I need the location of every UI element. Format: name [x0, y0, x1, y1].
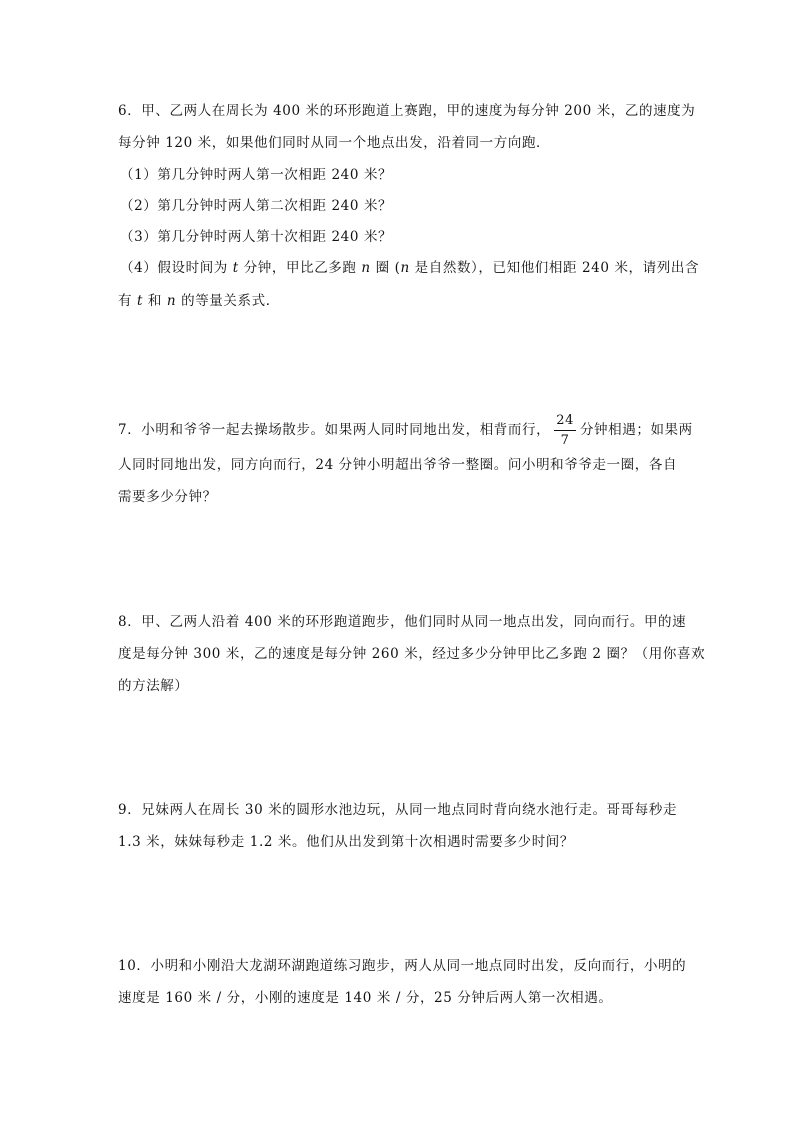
- variable-n: n: [400, 260, 410, 276]
- q9-line-1: 9．兄妹两人在周长 30 米的圆形水池边玩，从同一地点同时背向绕水池行走。哥哥每秒走: [118, 802, 678, 818]
- q6-sub4-text-c: 圈 (: [370, 260, 401, 276]
- q6-last-text-b: 和: [143, 293, 167, 309]
- q10-line-1: 10．小明和小刚沿大龙湖环湖跑道练习跑步，两人从同一地点同时出发，反向而行，小明的: [118, 958, 687, 974]
- q6-sub-1: （1）第几分钟时两人第一次相距 240 米？: [120, 167, 393, 183]
- q6-line-2: 每分钟 120 米，如果他们同时从同一个地点出发，沿着同一方向跑．: [118, 135, 551, 151]
- q6-last-text-c: 的等量关系式．: [176, 293, 280, 309]
- q7-text-a: 7．小明和爷爷一起去操场散步。如果两人同时同地出发，相背而行，: [118, 422, 551, 438]
- fraction-denominator: 7: [560, 432, 570, 448]
- q6-sub4-text-b: 分钟，甲比乙多跑: [238, 260, 362, 276]
- q6-sub-4: [120, 258, 700, 278]
- q10-line-2: 速度是 160 米 / 分，小刚的速度是 140 米 / 分，25 分钟后两人第一次相遇。: [118, 990, 613, 1006]
- variable-n: n: [361, 260, 371, 276]
- q6-sub4-text-d: 是自然数），已知他们相距 240 米，请列出含: [409, 260, 700, 276]
- q6-sub4-text-a: （4）假设时间为: [120, 260, 233, 276]
- q6-sub-2: （2）第几分钟时两人第二次相距 240 米？: [120, 198, 393, 214]
- variable-t: t: [137, 293, 144, 309]
- fraction-numerator: 24: [554, 413, 576, 431]
- variable-t: t: [232, 260, 239, 276]
- fraction-24-over-7: [554, 413, 576, 449]
- q8-line-1: 8．甲、乙两人沿着 400 米的环形跑道跑步，他们同时从同一地点出发，同向而行。甲的速: [118, 614, 687, 630]
- q8-line-3: 的方法解）: [118, 678, 189, 694]
- q6-line-last: [118, 291, 678, 311]
- q7-line-3: 需要多少分钟？: [118, 489, 217, 505]
- q7-line-2: 人同时同地出发，同方向而行，24 分钟小明超出爷爷一整圈。问小明和爷爷走一圈，各自: [118, 457, 678, 473]
- q6-last-text-a: 有: [118, 293, 137, 309]
- q9-line-2: 1.3 米，妹妹每秒走 1.2 米。他们从出发到第十次相遇时需要多少时间？: [118, 834, 575, 850]
- q6-sub-3: （3）第几分钟时两人第十次相距 240 米？: [120, 229, 393, 245]
- q7-line-1: [118, 410, 693, 450]
- variable-n: n: [166, 293, 177, 309]
- q8-line-2: 度是每分钟 300 米，乙的速度是每分钟 260 米，经过多少分钟甲比乙多跑 2 圈？（用你喜欢: [118, 646, 706, 662]
- q6-line-1: 6．甲、乙两人在周长为 400 米的环形跑道上赛跑，甲的速度为每分钟 200 米，乙的速度为: [118, 103, 696, 119]
- q7-text-b: 分钟相遇；如果两: [579, 422, 693, 438]
